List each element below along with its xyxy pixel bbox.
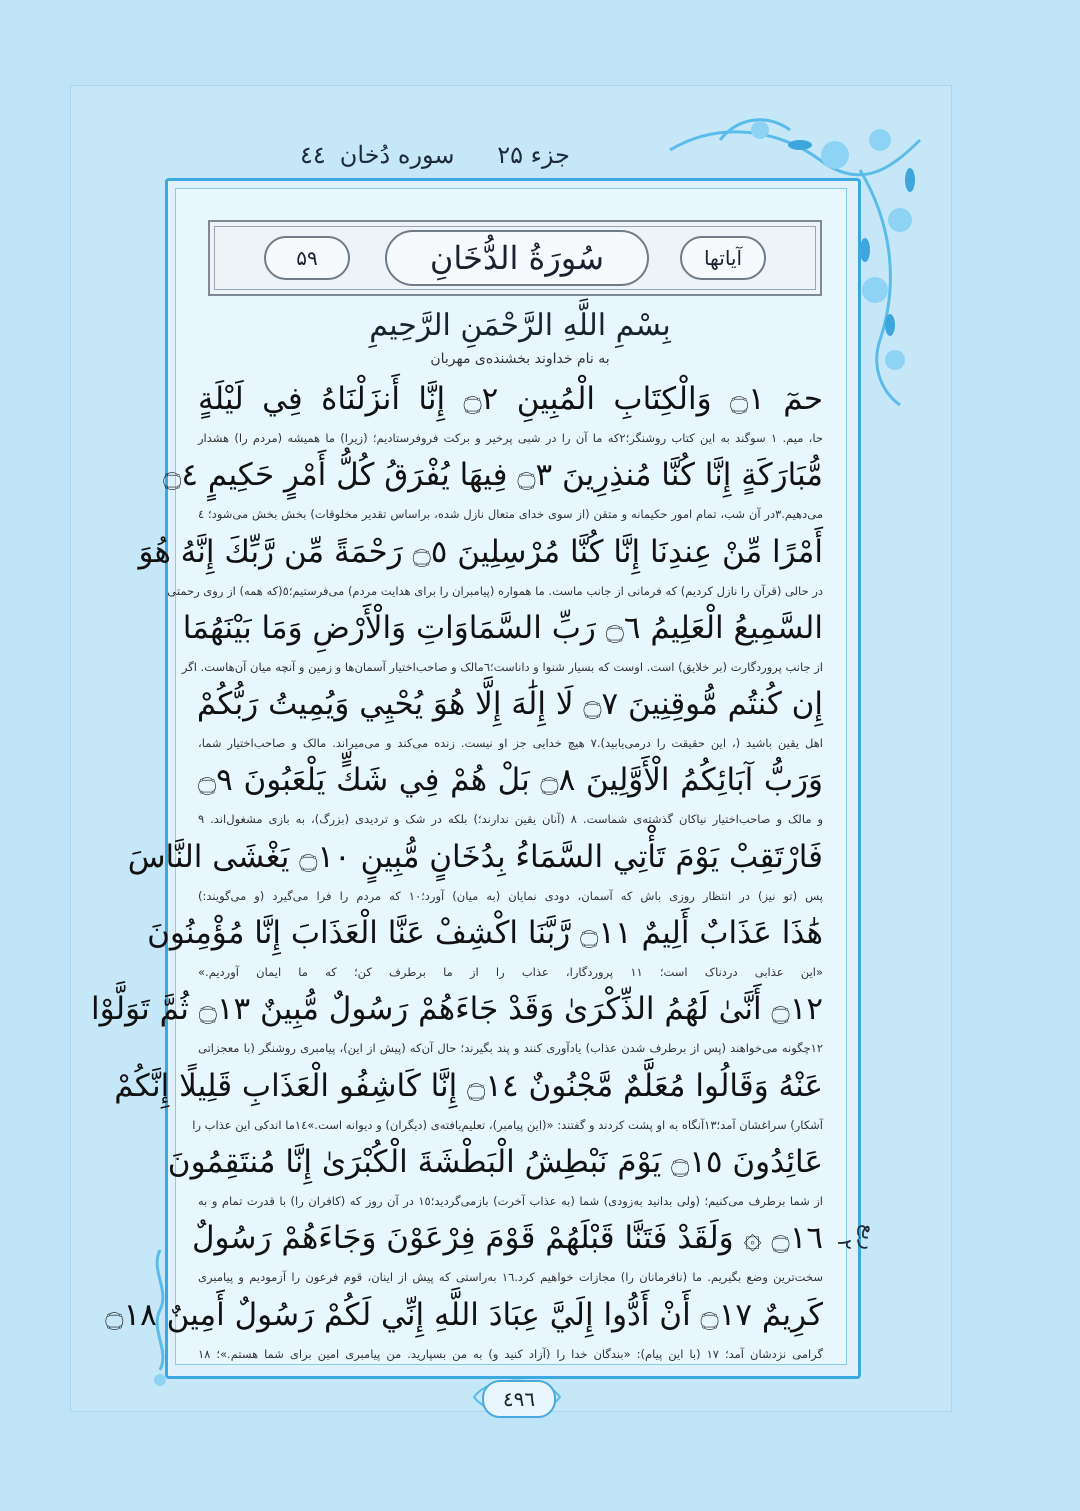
surah-number: ٤٤: [300, 141, 326, 169]
page-number: [482, 1380, 556, 1418]
verse-line: [191, 1214, 823, 1290]
verse-line: [163, 451, 823, 527]
arabic-text: هَٰذَا عَذَابٌ أَلِيمٌ ۝١١ رَّبَّنَا اكْشِفْ عَنَّا الْعَذَابَ إِنَّا مُؤْمِنُونَ: [147, 915, 823, 952]
arabic-text: السَّمِيعُ الْعَلِيمُ ۝٦ رَبِّ السَّمَاوَاتِ وَالْأَرْضِ وَمَا بَيْنَهُمَا: [182, 609, 823, 646]
surah-label: سوره دُخان: [339, 141, 455, 169]
arabic-text: ۝١٢ أَنَّىٰ لَهُمُ الذِّكْرَىٰ وَقَدْ جَاءَهُمْ رَسُولٌ مُّبِينٌ ۝١٣ ثُمَّ تَوَلَّوْا: [91, 991, 823, 1028]
ayat-label-oval: [680, 236, 766, 280]
rub-marker: ربع ۲: [833, 1224, 881, 1250]
verse-line: [91, 985, 823, 1061]
verse-line: [114, 1062, 823, 1138]
arabic-text: ۝١٦ ۞ وَلَقَدْ فَتَنَّا قَبْلَهُمْ قَوْمَ فِرْعَوْنَ وَجَاءَهُمْ رَسُولٌ: [191, 1220, 823, 1257]
verse-line: [147, 909, 823, 985]
translation-text: اهل یقین باشید (، این حقیقت را درمی‌یابید).٧ هیچ خدایی جز او نیست. زنده می‌کند و می‌میراند. مالک و صاحب‌اختیار شما،: [198, 736, 823, 751]
translation-text: از شما برطرف می‌کنیم؛ (ولی بدانید به‌زودی) شما (به عذاب آخرت) بازمی‌گردید؛١٥ در آن روز که (کافران را) با قدرت تمام و به: [198, 1193, 823, 1208]
surah-title: سُورَةُ الدُّخَانِ: [429, 239, 605, 277]
verse-line: [138, 528, 823, 604]
translation-text: «این عذابی دردناک است؛ ١١ پروردگارا، عذاب را از ما برطرف کن؛ که ما ایمان آوردیم.»: [198, 965, 823, 980]
basmala: بِسْمِ اللَّهِ الرَّحْمَنِ الرَّحِيمِ: [369, 308, 671, 343]
translation-text: از جانب پروردگارت (بر خلایق) است. اوست که بسیار شنوا و داناست؛٦مالک و صاحب‌اختیار آسمان‌ها و زمین و آنچه میان آن‌هاست. اگر: [181, 659, 823, 674]
translation-text: پس (تو نیز) در انتظار روزی باش که آسمان، دودی نمایان (به میان) آورد؛١٠ که مردم را فرا می‌گیرد (و می‌گویند:): [198, 888, 824, 903]
verse-line: [198, 680, 823, 756]
verse-line: [127, 833, 824, 909]
ayat-count-oval: [264, 236, 350, 280]
arabic-text: عَائِدُونَ ۝١٥ يَوْمَ نَبْطِشُ الْبَطْشَةَ الْكُبْرَىٰ إِنَّا مُنتَقِمُونَ: [167, 1143, 823, 1180]
verse-line: [198, 756, 823, 832]
ayat-label: آیاتها: [703, 246, 743, 270]
verse-line: [198, 375, 823, 451]
verse-line: [105, 1291, 823, 1367]
juz-label: جزء ۲۵: [497, 141, 570, 169]
surah-title-banner: [208, 220, 822, 296]
translation-text: آشکار) سراغشان آمد؛١٣آنگاه به او پشت کردند و گفتند: «(این پیامبر)، تعلیم‌یافته‌ی (دیگران) و دیوانه است.»١٤ما اندکی این عذاب را: [192, 1117, 823, 1132]
arabic-text: حمٓ ۝١ وَالْكِتَابِ الْمُبِينِ ۝٢ إِنَّا أَنزَلْنَاهُ فِي لَيْلَةٍ: [198, 381, 823, 417]
arabic-text: إِن كُنتُم مُّوقِنِينَ ۝٧ لَا إِلَٰهَ إِلَّا هُوَ يُحْيِي وَيُمِيتُ رَبُّكُمْ: [196, 686, 823, 723]
arabic-text: فَارْتَقِبْ يَوْمَ تَأْتِي السَّمَاءُ بِدُخَانٍ مُّبِينٍ ۝١٠ يَغْشَى النَّاسَ: [127, 838, 823, 875]
arabic-text: أَمْرًا مِّنْ عِندِنَا إِنَّا كُنَّا مُرْسِلِينَ ۝٥ رَحْمَةً مِّن رَّبِّكَ إِنَّهُ هُوَ: [138, 533, 823, 570]
page-number-text: ٤٩٦: [502, 1387, 536, 1411]
arabic-text: مُّبَارَكَةٍ إِنَّا كُنَّا مُنذِرِينَ ۝٣ فِيهَا يُفْرَقُ كُلُّ أَمْرٍ حَكِيمٍ ۝٤: [163, 457, 823, 494]
translation-text: حا، میم. ١ سوگند به این کتاب روشنگر؛٢که ما آن را در شبی پرخیر و برکت فروفرستادیم؛ (زیرا) ما همیشه (مردم را) هشدار: [198, 431, 824, 445]
translation-text: سخت‌ترین وضع بگیریم. ما (نافرمانان را) مجازات خواهیم کرد.١٦ به‌راستی که پیش از اینان، قوم فرعون را آزمودیم و پیامبری: [198, 1270, 823, 1285]
verse-lines: [91, 375, 824, 1367]
surah-title-plate: [385, 230, 649, 286]
translation-text: و مالک و صاحب‌اختیار نیاکان گذشته‌ی شماست. ٨ (آنان یقین ندارند؛) بلکه در شک و تردیدی (بزرگ)، به بازی مشغول‌اند. ٩: [198, 812, 823, 827]
arabic-text: وَرَبُّ آبَائِكُمُ الْأَوَّلِينَ ۝٨ بَلْ هُمْ فِي شَكٍّ يَلْعَبُونَ ۝٩: [198, 762, 823, 799]
ayat-count: ۵۹: [296, 246, 318, 270]
translation-text: گرامی نزدشان آمد؛ ١٧ (با این پیام): «بندگان خدا را (آزاد کنید و) به من بسپارید. من پیامبری امین برای شما هستم.»؛ ١٨: [198, 1346, 823, 1361]
translation-text: در حالی (قرآن را نازل کردیم) که فرمانی از جانب ماست. ما همواره (پیامبران را برای هدایت مردم) می‌فرستیم؛٥(که همه) از روی رحمتی: [167, 583, 823, 598]
page-header: [300, 135, 570, 175]
translation-text: می‌دهیم.٣در آن شب، تمام امور حکیمانه و متقن (از سوی خدای متعال نازل شده، براساس تقدیر مخلوقات) بخش بخش می‌شود؛ ٤: [198, 507, 823, 522]
surah-header-group: [300, 141, 455, 169]
arabic-text: عَنْهُ وَقَالُوا مُعَلَّمٌ مَّجْنُونٌ ۝١٤ إِنَّا كَاشِفُو الْعَذَابِ قَلِيلًا إِنَّكُمْ: [114, 1067, 823, 1104]
verse-line: [167, 1138, 823, 1214]
basmala-translation: به نام خداوند بخشنده‌ی مهربان: [430, 351, 610, 367]
translation-text: ١٢چگونه می‌خواهند (پس از برطرف شدن عذاب) یادآوری کنند و پند بگیرند؛ حال آن‌که (پیش از این)، پیامبری روشنگر (با معجزاتی: [198, 1041, 823, 1056]
verse-line: [181, 604, 823, 680]
arabic-text: كَرِيمٌ ۝١٧ أَنْ أَدُّوا إِلَيَّ عِبَادَ اللَّهِ إِنِّي لَكُمْ رَسُولٌ أَمِينٌ ۝١٨: [105, 1296, 823, 1333]
